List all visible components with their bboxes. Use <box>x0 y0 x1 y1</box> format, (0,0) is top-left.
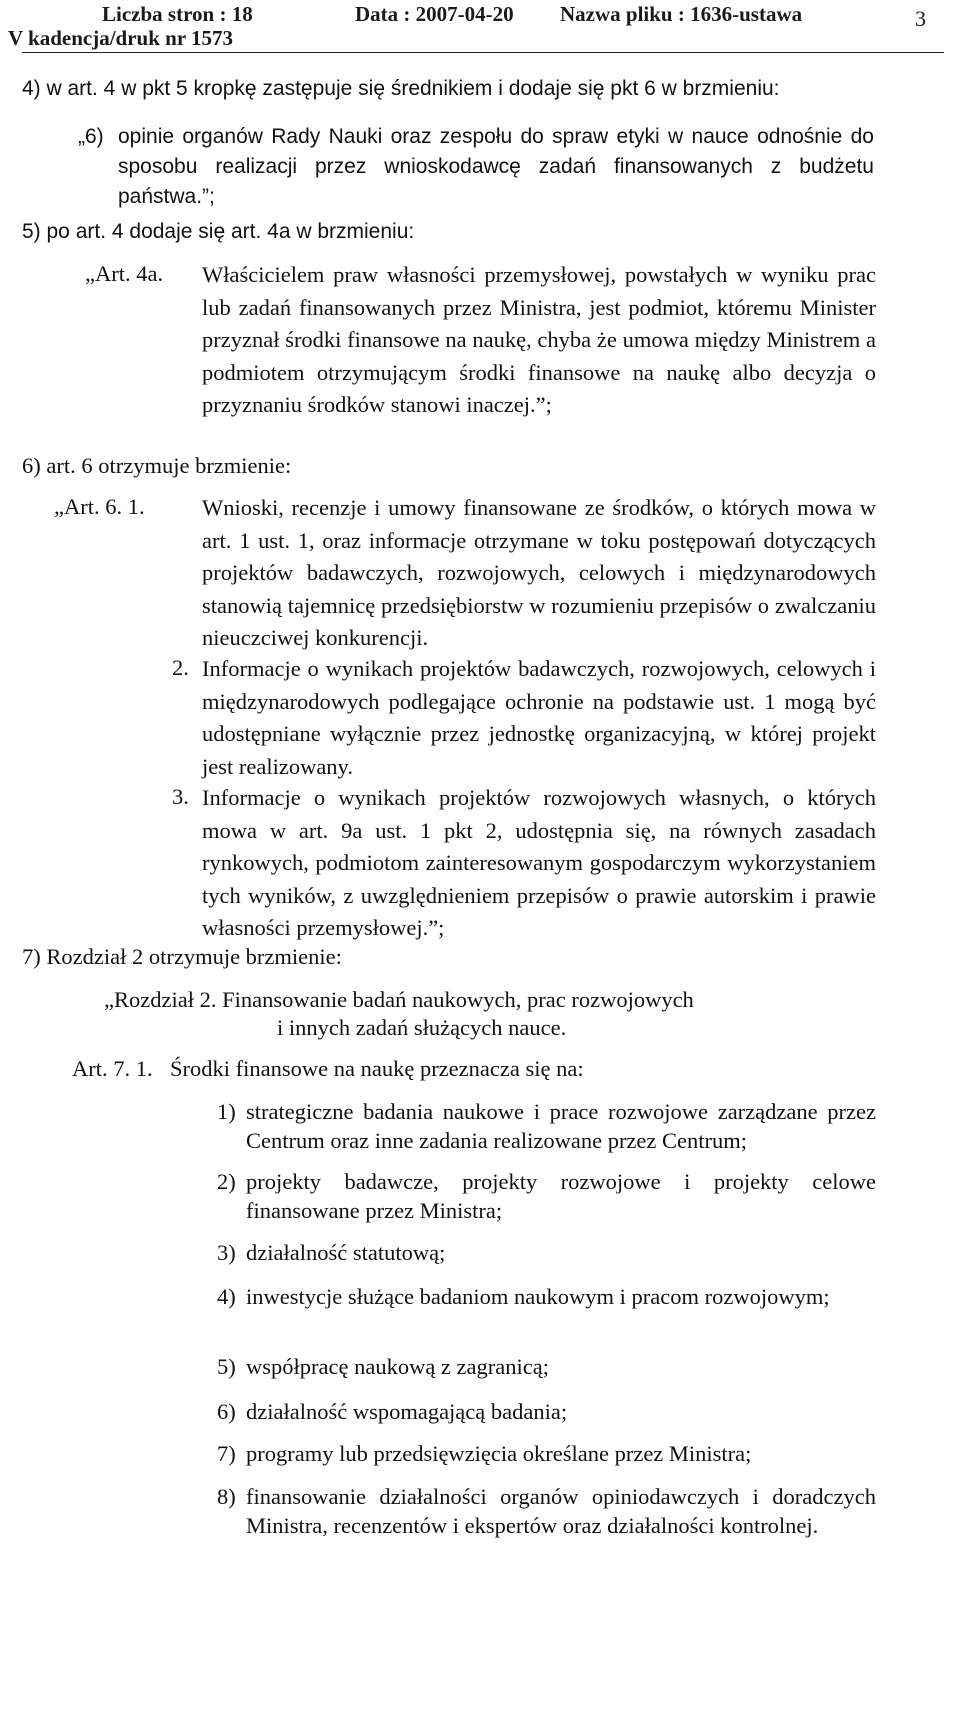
item-5-art-label: „Art. 4a. <box>85 261 164 286</box>
list-item-text: działalność wspomagającą badania; <box>246 1399 568 1424</box>
item-6-intro: 6) art. 6 otrzymuje brzmienie: <box>22 453 292 478</box>
list-item-text: współpracę naukową z zagranicą; <box>246 1354 549 1379</box>
item-5-intro: 5) po art. 4 dodaje się art. 4a w brzmieniu: <box>22 220 415 243</box>
item-4-intro: 4) w art. 4 w pkt 5 kropkę zastępuje się średnikiem i dodaje się pkt 6 w brzmieniu: <box>22 77 780 100</box>
list-item-text: działalność statutową; <box>246 1240 446 1265</box>
header-page-count: Liczba stron : 18 <box>102 2 253 26</box>
chapter-title-line-2: i innych zadań służących nauce. <box>277 1015 567 1040</box>
item-6-paragraph-2: Informacje o wynikach projektów badawczych, rozwojowych, celowych i międzynarodowych podlegające ochronie na podstawie ust. 1 mogą być udostępniane wyłącznie przez jednostkę organizacyjną, w której projekt jest realizowany. <box>202 656 876 779</box>
item-6-paragraph-2-number: 2. <box>172 655 189 680</box>
item-5-art-text-content: Właścicielem praw własności przemysłowej, powstałych w wyniku prac lub zadań finansowanych przez Ministra, jest podmiot, któremu Minister przyznał środki finansowe na naukę, chyba że umowa między Ministrem a podmiotem otrzymującym środki finansowe na naukę albo decyzja o przyznaniu środków stanowi inaczej.”; <box>202 262 876 417</box>
list-item-text: inwestycje służące badaniom naukowym i pracom rozwojowym; <box>246 1284 830 1309</box>
page-number: 3 <box>915 6 926 31</box>
list-item-number: 7) <box>217 1441 236 1466</box>
list-item-number: 3) <box>217 1240 236 1265</box>
item-4-quote-text: opinie organów Rady Nauki oraz zespołu do spraw etyki w nauce odnośnie do sposobu realizacji przez wnioskodawcę zadań finansowanych z budżetu państwa.”; <box>118 125 874 208</box>
list-item-text: programy lub przedsięwzięcia określane przez Ministra; <box>246 1441 752 1466</box>
list-item-text: finansowanie działalności organów opiniodawczych i doradczych Ministra, recenzentów i ekspertów oraz działalności kontrolnej. <box>246 1484 876 1538</box>
header-file-name: Nazwa pliku : 1636-ustawa <box>560 2 803 26</box>
list-item-text: strategiczne badania naukowe i prace rozwojowe zarządzane przez Centrum oraz inne zadania realizowane przez Centrum; <box>246 1099 876 1153</box>
list-item-number: 4) <box>217 1284 236 1309</box>
list-item-number: 2) <box>217 1169 236 1194</box>
header-date: Data : 2007-04-20 <box>355 2 514 26</box>
header-cadence: V kadencja/druk nr 1573 <box>8 26 234 50</box>
art-7-label: Art. 7. 1. <box>72 1056 153 1081</box>
chapter-title-line-1: „Rozdział 2. Finansowanie badań naukowych, prac rozwojowych <box>104 987 694 1012</box>
list-item-number: 1) <box>217 1099 236 1124</box>
header-divider <box>22 52 944 53</box>
art-7-lead: Środki finansowe na naukę przeznacza się na: <box>170 1056 584 1081</box>
item-6-paragraph-3: Informacje o wynikach projektów rozwojowych własnych, o których mowa w art. 9a ust. 1 pkt 2, udostępnia się, na równych zasadach rynkowych, podmiotom zainteresowanym gospodarczym wykorzystaniem tych wyników, z uwzględnieniem przepisów o prawie autorskim i prawie własności przemysłowej.”; <box>202 785 876 940</box>
list-item-number: 6) <box>217 1399 236 1424</box>
item-5-art-text <box>202 259 876 422</box>
item-6-art-label: „Art. 6. 1. <box>54 494 145 519</box>
list-item-number: 8) <box>217 1484 236 1509</box>
item-6-paragraph-3-number: 3. <box>172 784 189 809</box>
item-4-quote-label: „6) <box>78 125 104 148</box>
item-7-intro: 7) Rozdział 2 otrzymuje brzmienie: <box>22 944 342 969</box>
item-6-paragraph-1: Wnioski, recenzje i umowy finansowane ze środków, o których mowa w art. 1 ust. 1, oraz informacje otrzymane w toku postępowań dotyczących projektów badawczych, rozwojowych, celowych i międzynarodowych stanowią tajemnicę przedsiębiorstw w rozumieniu przepisów o zwalczaniu nieuczciwej konkurencji. <box>202 495 876 650</box>
list-item-number: 5) <box>217 1354 236 1379</box>
list-item-text: projekty badawcze, projekty rozwojowe i projekty celowe finansowane przez Ministra; <box>246 1169 876 1223</box>
